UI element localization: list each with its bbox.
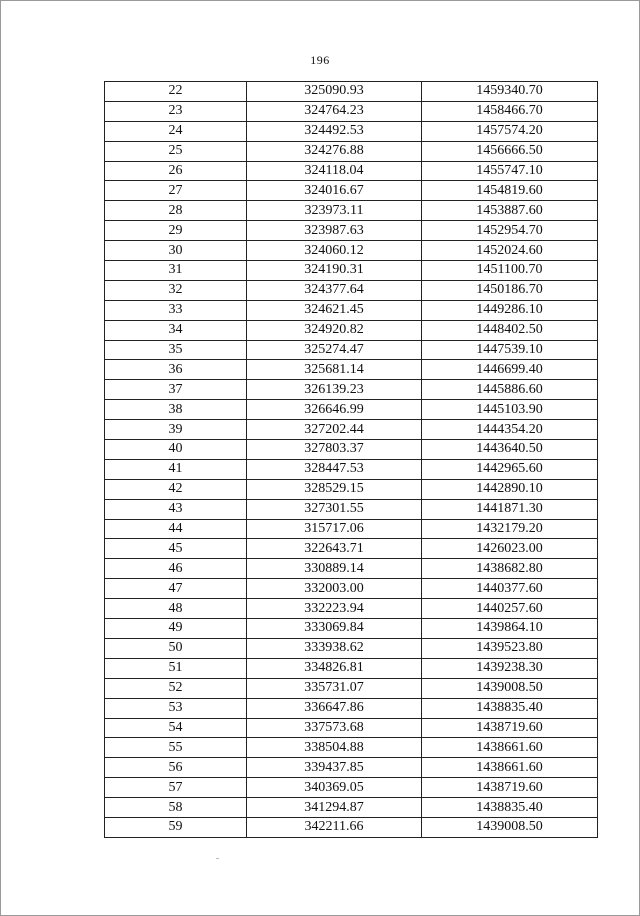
table-row: [105, 161, 598, 181]
x-coordinate-cell: 342211.66: [247, 817, 422, 837]
y-coordinate-cell: 1439008.50: [422, 678, 598, 698]
table-row: [105, 221, 598, 241]
y-coordinate-cell: 1439523.80: [422, 638, 598, 658]
y-coordinate-cell: 1452024.60: [422, 241, 598, 261]
point-number-cell: 28: [105, 201, 247, 221]
x-coordinate-cell: 324920.82: [247, 320, 422, 340]
y-coordinate-cell: 1442965.60: [422, 459, 598, 479]
y-coordinate-cell: 1453887.60: [422, 201, 598, 221]
x-coordinate-cell: 340369.05: [247, 778, 422, 798]
x-coordinate-cell: 328529.15: [247, 479, 422, 499]
point-number-cell: 52: [105, 678, 247, 698]
x-coordinate-cell: 322643.71: [247, 539, 422, 559]
x-coordinate-cell: 327301.55: [247, 499, 422, 519]
point-number-cell: 26: [105, 161, 247, 181]
point-number-cell: 39: [105, 420, 247, 440]
table-row: [105, 400, 598, 420]
point-number-cell: 55: [105, 738, 247, 758]
y-coordinate-cell: 1445103.90: [422, 400, 598, 420]
x-coordinate-cell: 324016.67: [247, 181, 422, 201]
table-row: [105, 340, 598, 360]
coordinates-table: [104, 81, 598, 838]
y-coordinate-cell: 1445886.60: [422, 380, 598, 400]
table-row: [105, 121, 598, 141]
x-coordinate-cell: 324621.45: [247, 300, 422, 320]
point-number-cell: 29: [105, 221, 247, 241]
x-coordinate-cell: 335731.07: [247, 678, 422, 698]
table-row: [105, 280, 598, 300]
table-row: [105, 261, 598, 281]
table-row: [105, 678, 598, 698]
point-number-cell: 51: [105, 658, 247, 678]
x-coordinate-cell: 325681.14: [247, 360, 422, 380]
y-coordinate-cell: 1438661.60: [422, 758, 598, 778]
y-coordinate-cell: 1452954.70: [422, 221, 598, 241]
point-number-cell: 58: [105, 798, 247, 818]
x-coordinate-cell: 324377.64: [247, 280, 422, 300]
x-coordinate-cell: 326646.99: [247, 400, 422, 420]
x-coordinate-cell: 338504.88: [247, 738, 422, 758]
table-row: [105, 519, 598, 539]
table-row: [105, 360, 598, 380]
table-row: [105, 101, 598, 121]
x-coordinate-cell: 324118.04: [247, 161, 422, 181]
y-coordinate-cell: 1457574.20: [422, 121, 598, 141]
point-number-cell: 42: [105, 479, 247, 499]
y-coordinate-cell: 1438719.60: [422, 718, 598, 738]
y-coordinate-cell: 1443640.50: [422, 440, 598, 460]
table-row: [105, 579, 598, 599]
table-row: [105, 718, 598, 738]
table-row: [105, 599, 598, 619]
y-coordinate-cell: 1459340.70: [422, 82, 598, 102]
point-number-cell: 25: [105, 141, 247, 161]
x-coordinate-cell: 324190.31: [247, 261, 422, 281]
table-row: [105, 201, 598, 221]
y-coordinate-cell: 1439864.10: [422, 619, 598, 639]
table-row: [105, 380, 598, 400]
x-coordinate-cell: 336647.86: [247, 698, 422, 718]
y-coordinate-cell: 1451100.70: [422, 261, 598, 281]
table-row: [105, 479, 598, 499]
y-coordinate-cell: 1456666.50: [422, 141, 598, 161]
y-coordinate-cell: 1441871.30: [422, 499, 598, 519]
table-row: [105, 619, 598, 639]
table-row: [105, 459, 598, 479]
x-coordinate-cell: 341294.87: [247, 798, 422, 818]
point-number-cell: 54: [105, 718, 247, 738]
y-coordinate-cell: 1449286.10: [422, 300, 598, 320]
point-number-cell: 38: [105, 400, 247, 420]
y-coordinate-cell: 1438835.40: [422, 798, 598, 818]
point-number-cell: 34: [105, 320, 247, 340]
x-coordinate-cell: 324764.23: [247, 101, 422, 121]
coordinates-table-body: [105, 82, 598, 838]
point-number-cell: 50: [105, 638, 247, 658]
y-coordinate-cell: 1448402.50: [422, 320, 598, 340]
x-coordinate-cell: 324060.12: [247, 241, 422, 261]
table-row: [105, 82, 598, 102]
point-number-cell: 22: [105, 82, 247, 102]
table-row: [105, 181, 598, 201]
x-coordinate-cell: 337573.68: [247, 718, 422, 738]
point-number-cell: 43: [105, 499, 247, 519]
table-row: [105, 817, 598, 837]
y-coordinate-cell: 1439008.50: [422, 817, 598, 837]
scan-speck: [216, 858, 219, 859]
point-number-cell: 46: [105, 559, 247, 579]
y-coordinate-cell: 1458466.70: [422, 101, 598, 121]
point-number-cell: 23: [105, 101, 247, 121]
point-number-cell: 40: [105, 440, 247, 460]
table-row: [105, 758, 598, 778]
x-coordinate-cell: 327803.37: [247, 440, 422, 460]
table-row: [105, 539, 598, 559]
x-coordinate-cell: 326139.23: [247, 380, 422, 400]
table-row: [105, 559, 598, 579]
y-coordinate-cell: 1454819.60: [422, 181, 598, 201]
y-coordinate-cell: 1446699.40: [422, 360, 598, 380]
x-coordinate-cell: 324492.53: [247, 121, 422, 141]
y-coordinate-cell: 1438682.80: [422, 559, 598, 579]
page-number: 196: [310, 53, 330, 67]
point-number-cell: 41: [105, 459, 247, 479]
point-number-cell: 35: [105, 340, 247, 360]
point-number-cell: 30: [105, 241, 247, 261]
x-coordinate-cell: 324276.88: [247, 141, 422, 161]
y-coordinate-cell: 1455747.10: [422, 161, 598, 181]
table-row: [105, 300, 598, 320]
y-coordinate-cell: 1438661.60: [422, 738, 598, 758]
x-coordinate-cell: 332003.00: [247, 579, 422, 599]
x-coordinate-cell: 339437.85: [247, 758, 422, 778]
table-row: [105, 778, 598, 798]
x-coordinate-cell: 327202.44: [247, 420, 422, 440]
y-coordinate-cell: 1439238.30: [422, 658, 598, 678]
point-number-cell: 59: [105, 817, 247, 837]
point-number-cell: 27: [105, 181, 247, 201]
point-number-cell: 44: [105, 519, 247, 539]
point-number-cell: 31: [105, 261, 247, 281]
point-number-cell: 32: [105, 280, 247, 300]
table-row: [105, 440, 598, 460]
point-number-cell: 49: [105, 619, 247, 639]
table-row: [105, 738, 598, 758]
x-coordinate-cell: 328447.53: [247, 459, 422, 479]
x-coordinate-cell: 315717.06: [247, 519, 422, 539]
point-number-cell: 24: [105, 121, 247, 141]
point-number-cell: 45: [105, 539, 247, 559]
x-coordinate-cell: 333938.62: [247, 638, 422, 658]
y-coordinate-cell: 1438835.40: [422, 698, 598, 718]
x-coordinate-cell: 333069.84: [247, 619, 422, 639]
x-coordinate-cell: 325274.47: [247, 340, 422, 360]
y-coordinate-cell: 1442890.10: [422, 479, 598, 499]
x-coordinate-cell: 334826.81: [247, 658, 422, 678]
point-number-cell: 36: [105, 360, 247, 380]
point-number-cell: 56: [105, 758, 247, 778]
point-number-cell: 48: [105, 599, 247, 619]
table-row: [105, 499, 598, 519]
point-number-cell: 33: [105, 300, 247, 320]
point-number-cell: 37: [105, 380, 247, 400]
x-coordinate-cell: 332223.94: [247, 599, 422, 619]
table-row: [105, 420, 598, 440]
table-row: [105, 798, 598, 818]
table-row: [105, 241, 598, 261]
y-coordinate-cell: 1450186.70: [422, 280, 598, 300]
y-coordinate-cell: 1438719.60: [422, 778, 598, 798]
y-coordinate-cell: 1447539.10: [422, 340, 598, 360]
table-row: [105, 698, 598, 718]
y-coordinate-cell: 1440377.60: [422, 579, 598, 599]
y-coordinate-cell: 1440257.60: [422, 599, 598, 619]
point-number-cell: 57: [105, 778, 247, 798]
x-coordinate-cell: 330889.14: [247, 559, 422, 579]
table-row: [105, 658, 598, 678]
table-row: [105, 320, 598, 340]
point-number-cell: 47: [105, 579, 247, 599]
x-coordinate-cell: 325090.93: [247, 82, 422, 102]
y-coordinate-cell: 1426023.00: [422, 539, 598, 559]
point-number-cell: 53: [105, 698, 247, 718]
y-coordinate-cell: 1444354.20: [422, 420, 598, 440]
table-row: [105, 638, 598, 658]
x-coordinate-cell: 323973.11: [247, 201, 422, 221]
table-row: [105, 141, 598, 161]
y-coordinate-cell: 1432179.20: [422, 519, 598, 539]
x-coordinate-cell: 323987.63: [247, 221, 422, 241]
